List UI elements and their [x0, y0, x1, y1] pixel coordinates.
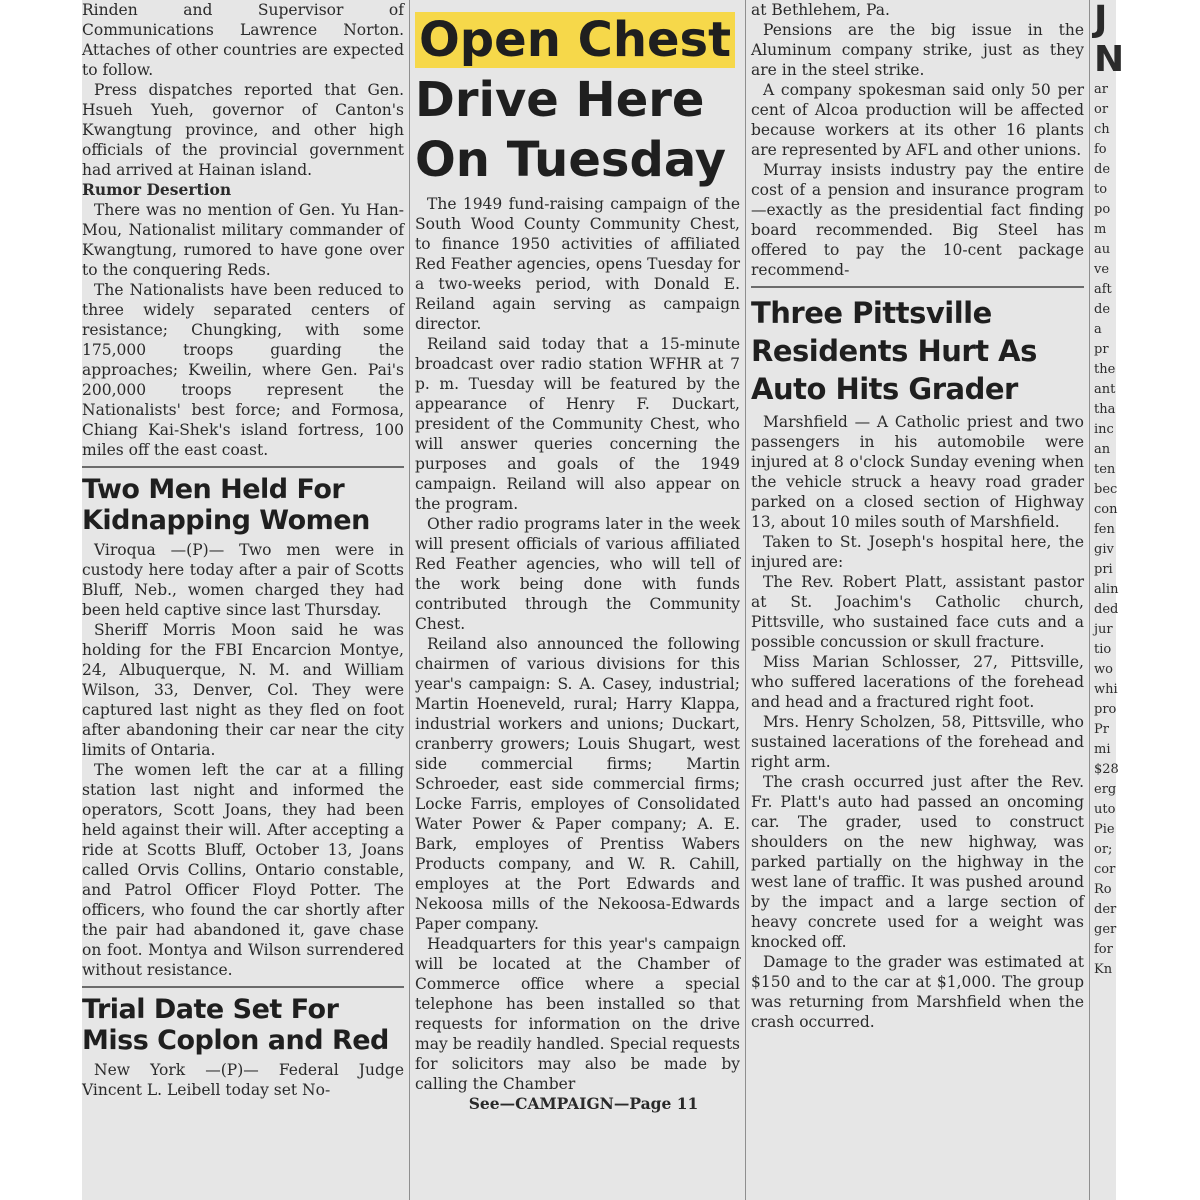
fragment: alin: [1094, 582, 1119, 597]
subhead: Rumor Desertion: [82, 180, 232, 199]
fragment: ger: [1094, 922, 1117, 937]
divider: [82, 466, 404, 468]
column-4-cropped: [1094, 0, 1125, 1200]
fragment: der: [1094, 902, 1117, 917]
headline-line: [415, 10, 740, 70]
divider: [751, 286, 1084, 288]
paragraph: There was no mention of Gen. Yu Han-Mou, Nationalist military commander of Kwangtung, rumored to have gone over to the conquering Reds.: [82, 201, 404, 279]
paragraph: Rinden and Supervisor of Communications Lawrence Norton. Attaches of other countries are expected to follow.: [82, 1, 404, 79]
paragraph: The Nationalists have been reduced to three widely separated centers of resistance; Chungking, with some 175,000 troops guarding the approaches; Kweilin, where Gen. Pai's 200,000 troops represent the Nationalists' best force; and Formosa, Chiang Kai-Shek's island fortress, 100 miles off the east coast.: [82, 281, 404, 459]
fragment: mi: [1094, 742, 1111, 757]
paragraph: Murray insists industry pay the entire cost of a pension and insurance program—exactly as the presidential fact finding board recommended. Big Steel has offered to pay the 10-cent package recommend-: [751, 161, 1084, 279]
newspaper-page: [82, 0, 1125, 1200]
fragment: an: [1094, 442, 1111, 457]
fragment: de: [1094, 302, 1111, 317]
paragraph: Miss Marian Schlosser, 27, Pittsville, who suffered lacerations of the forehead and head and a fractured right foot.: [751, 653, 1084, 711]
headline-highlight: Open Chest: [415, 12, 735, 68]
fragment: pr: [1094, 342, 1109, 357]
column-rule: [1089, 0, 1090, 1200]
fragment: con: [1094, 502, 1118, 517]
column-3: [751, 0, 1084, 1200]
fragment: Pie: [1094, 822, 1115, 837]
fragment: Ro: [1094, 882, 1112, 897]
fragment: Kn: [1094, 962, 1113, 977]
fragment: ch: [1094, 122, 1110, 137]
fragment: bec: [1094, 482, 1118, 497]
fragment: Pr: [1094, 722, 1109, 737]
paragraph: Press dispatches reported that Gen. Hsueh Yueh, governor of Canton's Kwangtung province, and other high officials of the provincial government had arrived at Hainan island.: [82, 81, 404, 179]
fragment: aft: [1094, 282, 1112, 297]
fragment: uto: [1094, 802, 1116, 817]
fragment: or;: [1094, 842, 1113, 857]
paragraph: Sheriff Morris Moon said he was holding for the FBI Encarcion Montye, 24, Albuquerque, N. M. and William Wilson, 33, Denver, Col. They were captured last night as they fled on foot after abandoning their car near the city limits of Ontaria.: [82, 621, 404, 759]
fragment: whi: [1094, 682, 1118, 697]
paragraph: New York —(P)— Federal Judge Vincent L. Leibell today set No-: [82, 1061, 404, 1099]
fragment: a: [1094, 322, 1102, 337]
fragment: au: [1094, 242, 1111, 257]
fragment: tio: [1094, 642, 1112, 657]
fragment: ve: [1094, 262, 1110, 277]
paragraph: Marshfield — A Catholic priest and two passengers in his automobile were injured at 8 o'clock Sunday evening when the vehicle struck a heavy road grader parked on a closed section of Highway 13, about 10 miles south of Marshfield.: [751, 413, 1084, 531]
fragment: the: [1094, 362, 1116, 377]
jump-line: See—CAMPAIGN—Page 11: [468, 1094, 699, 1113]
column-1: [82, 0, 404, 1200]
paragraph: Other radio programs later in the week will present officials of various affiliated Red Feather agencies, who will tell of the work being done with funds contributed through the Community Chest.: [415, 515, 740, 633]
column-rule: [745, 0, 746, 1200]
column-rule: [409, 0, 410, 1200]
fragment: N: [1094, 39, 1125, 80]
paragraph: The women left the car at a filling station last night and informed the operators, Scott Joans, they had been held against their will. After accepting a ride at Scotts Bluff, October 13, Joans called Orvis Collins, Ontario constable, and Patrol Officer Floyd Potter. The officers, who found the car shortly after the pair had abandoned it, gave chase on foot. Montya and Wilson surrendered without resistance.: [82, 761, 404, 979]
fragment: $28: [1094, 762, 1119, 777]
paragraph: The crash occurred just after the Rev. Fr. Platt's auto had passed an oncoming car. The grader, used to construct shoulders on the new highway, was parked partially on the highway in the west lane of traffic. It was pushed around by the impact and a large section of heavy concrete used for a weight was knocked off.: [751, 773, 1084, 951]
headline-line: Drive Here: [415, 72, 705, 128]
paragraph: Taken to St. Joseph's hospital here, the injured are:: [751, 533, 1084, 571]
paragraph: Headquarters for this year's campaign will be located at the Chamber of Commerce office where a special telephone has been installed so that requests for information on the drive may be readily handled. Special requests for solicitors may also be made by calling the Chamber: [415, 935, 740, 1093]
fragment: for: [1094, 942, 1113, 957]
fragment: pri: [1094, 562, 1113, 577]
fragment: m: [1094, 222, 1107, 237]
paragraph: Reiland said today that a 15-minute broadcast over radio station WFHR at 7 p. m. Tuesday will be featured by the appearance of Henry F. Duckart, president of the Community Chest, who will answer queries concerning the purposes and goals of the 1949 campaign. Reiland will also appear on the program.: [415, 335, 740, 513]
fragment: wo: [1094, 662, 1113, 677]
fragment: inc: [1094, 422, 1114, 437]
column-2: [415, 0, 740, 1200]
fragment: or: [1094, 102, 1109, 117]
fragment: po: [1094, 202, 1111, 217]
fragment: ded: [1094, 602, 1119, 617]
paragraph: A company spokesman said only 50 per cent of Alcoa production will be affected because workers at its other 16 plants are represented by AFL and other unions.: [751, 81, 1084, 159]
fragment: giv: [1094, 542, 1114, 557]
divider: [82, 986, 404, 988]
paragraph: Pensions are the big issue in the Aluminum company strike, just as they are in the steel strike.: [751, 21, 1084, 79]
fragment: jur: [1094, 622, 1113, 637]
fragment: erg: [1094, 782, 1117, 797]
headline-trial-date: Trial Date Set For Miss Coplon and Red: [82, 994, 389, 1056]
headline-community-chest: [415, 10, 740, 190]
fragment: J: [1094, 0, 1108, 40]
fragment: to: [1094, 182, 1108, 197]
fragment: de: [1094, 162, 1111, 177]
fragment: ar: [1094, 82, 1108, 97]
paragraph: Damage to the grader was estimated at $150 and to the car at $1,000. The group was returning from Marshfield when the crash occurred.: [751, 953, 1084, 1031]
paragraph: Reiland also announced the following chairmen of various divisions for this year's campaign: S. A. Casey, industrial; Martin Hoeneveld, rural; Harry Klappa, industrial workers and unions; Duckart, cranberry growers; Louis Shugart, west side commercial firms; Martin Schroeder, east side commercial firms; Locke Farris, employes of Consolidated Water Power & Paper company; A. E. Bark, employes of Prentiss Wabers Products company, and W. R. Cahill, employes at the Port Edwards and Nekoosa mills of the Nekoosa-Edwards Paper company.: [415, 635, 740, 933]
fragment: pro: [1094, 702, 1117, 717]
headline-line: On Tuesday: [415, 132, 727, 188]
headline-kidnapping: Two Men Held For Kidnapping Women: [82, 474, 370, 536]
paragraph: Viroqua —(P)— Two men were in custody here today after a pair of Scotts Bluff, Neb., women charged they had been held captive since last Thursday.: [82, 541, 404, 619]
fragment: cor: [1094, 862, 1116, 877]
paragraph: Mrs. Henry Scholzen, 58, Pittsville, who sustained lacerations of the forehead and right arm.: [751, 713, 1084, 771]
fragment: fen: [1094, 522, 1115, 537]
fragment: tha: [1094, 402, 1116, 417]
paragraph: The 1949 fund-raising campaign of the South Wood County Community Chest, to finance 1950 activities of affiliated Red Feather agencies, opens Tuesday for a two-weeks period, with Donald E. Reiland again serving as campaign director.: [415, 195, 740, 333]
headline-pittsville: Three Pittsville Residents Hurt As Auto Hits Grader: [751, 296, 1037, 406]
fragment: fo: [1094, 142, 1107, 157]
paragraph: at Bethlehem, Pa.: [751, 1, 890, 19]
fragment: ant: [1094, 382, 1116, 397]
paragraph: The Rev. Robert Platt, assistant pastor at St. Joachim's Catholic church, Pittsville, who sustained face cuts and a possible concussion or skull fracture.: [751, 573, 1084, 651]
fragment: ten: [1094, 462, 1116, 477]
